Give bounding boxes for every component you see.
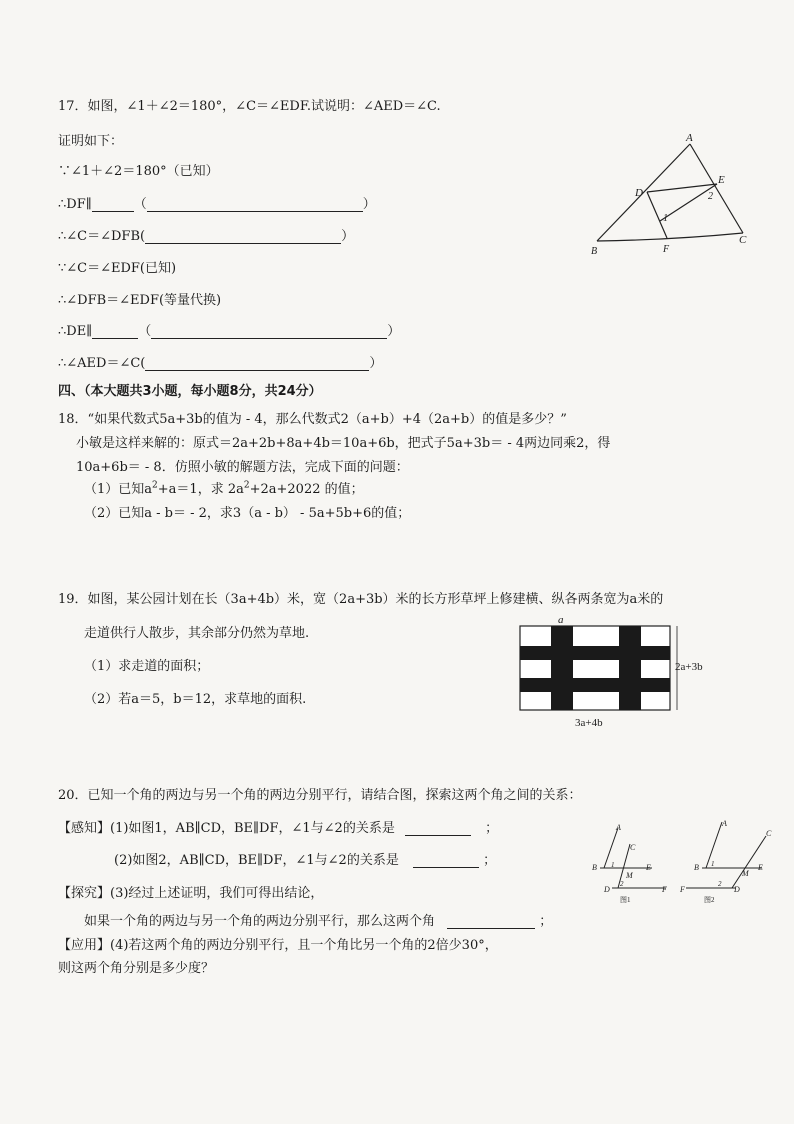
svg-text:F: F	[680, 885, 685, 894]
q20-tanjiu-blank[interactable]	[447, 916, 535, 929]
q20-figure-2	[680, 818, 780, 904]
q18-line-1: 18．“如果代数式5a+3b的值为 - 4，那么代数式2（a+b）+4（2a+b）的值是多少？”	[58, 412, 567, 427]
svg-text:B: B	[592, 863, 597, 872]
q17-step-6-blank[interactable]	[92, 326, 138, 339]
q17-label-a: A	[686, 132, 693, 144]
q19-line-2: 走道供行人散步，其余部分仍然为草地.	[84, 626, 310, 641]
q19-lawn-figure	[515, 612, 730, 734]
q18-sub-1-pre: （1）已知	[84, 482, 145, 497]
q17-step-6	[58, 320, 400, 339]
q20-ganzhi-1-text: 【感知】(1)如图1，AB∥CD，BE∥DF，∠1与∠2的关系是	[58, 821, 395, 836]
q20-tanjiu-2-semicolon: ；	[539, 914, 553, 929]
q18-sub-1-end: +2a+2022 的值；	[249, 482, 364, 497]
q19-label-width: 2a+3b	[675, 661, 703, 673]
q17-label-d: D	[635, 187, 643, 199]
q17-step-1: ∵∠1＋∠2＝180°（已知）	[58, 164, 219, 179]
q20-ganzhi-2-semicolon: ；	[483, 853, 497, 868]
q17-step-2-reason-blank[interactable]	[147, 199, 363, 212]
svg-text:C: C	[766, 829, 772, 838]
q18-sub-1	[84, 478, 364, 497]
q17-step-7	[58, 352, 382, 371]
q19-line-1: 19．如图，某公园计划在长（3a+4b）米，宽（2a+3b）米的长方形草坪上修建横、纵各两条宽为a米的	[58, 592, 664, 607]
q17-step-5: ∴∠DFB＝∠EDF(等量代换)	[58, 293, 222, 308]
q20-fig2-caption: 图2	[704, 896, 715, 904]
q19-sub-2: （2）若a＝5，b＝12，求草地的面积.	[84, 692, 307, 707]
q17-step-3-paren-close: ）	[341, 229, 355, 244]
q17-step-2	[58, 193, 376, 212]
q20-yingyong: 【应用】(4)若这两个角的两边分别平行，且一个角比另一个角的2倍少30°，	[58, 938, 498, 953]
q18-sub-1-expr: a	[144, 482, 153, 497]
q18-line-3: 10a+6b＝ - 8．仿照小敏的解题方法，完成下面的问题：	[76, 460, 409, 475]
q18-sub-1-exp: 2	[152, 480, 158, 491]
svg-text:F: F	[662, 885, 667, 894]
q17-stem: 17．如图，∠1＋∠2＝180°，∠C＝∠EDF.试说明：∠AED＝∠C.	[58, 99, 441, 114]
q17-step-6-paren: （	[138, 324, 152, 339]
q17-step-2-blank[interactable]	[92, 199, 134, 212]
q17-step-2-paren: （	[133, 197, 147, 212]
q17-step-6-reason-blank[interactable]	[151, 326, 387, 339]
q17-step-2-paren-close: ）	[362, 197, 376, 212]
q17-step-3-reason-blank[interactable]	[145, 231, 341, 244]
q20-tanjiu-2-text: 如果一个角的两边与另一个角的两边分别平行，那么这两个角	[84, 914, 436, 929]
q18-sub-1-mid: +a＝1，求 2a	[157, 482, 244, 497]
q19-sub-1: （1）求走道的面积；	[84, 659, 210, 674]
q17-proof-intro: 证明如下：	[58, 134, 124, 149]
svg-text:D: D	[604, 885, 610, 894]
q17-label-e: E	[718, 174, 725, 186]
svg-text:M: M	[742, 869, 749, 878]
q17-step-6-text: ∴DE∥	[58, 324, 93, 339]
svg-text:1: 1	[711, 860, 715, 868]
svg-text:E: E	[646, 863, 651, 872]
q17-label-c: C	[739, 234, 747, 246]
q17-step-2-text: ∴DF∥	[58, 197, 92, 212]
q20-ganzhi-1-semicolon: ；	[485, 821, 499, 836]
q20-ganzhi-2-text: (2)如图2，AB∥CD，BE∥DF，∠1与∠2的关系是	[114, 853, 399, 868]
q20-tanjiu: 【探究】(3)经过上述证明，我们可得出结论，	[58, 886, 324, 901]
q17-step-7-text: ∴∠AED＝∠C(	[58, 356, 146, 371]
q19-label-a: a	[558, 614, 564, 626]
q17-label-1: 1	[663, 213, 668, 224]
q20-ganzhi-1-blank[interactable]	[405, 823, 471, 836]
q17-label-2: 2	[708, 191, 713, 202]
q17-step-6-paren-close: ）	[387, 324, 401, 339]
q17-step-3	[58, 225, 354, 244]
q20-ganzhi-2-blank[interactable]	[413, 855, 479, 868]
q20-figure-1	[590, 818, 678, 904]
svg-text:1: 1	[611, 861, 615, 869]
q18-sub-2: （2）已知a - b＝ - 2，求3（a - b） - 5a+5b+6的值；	[84, 506, 411, 521]
svg-text:E: E	[758, 863, 763, 872]
q19-label-length: 3a+4b	[575, 717, 603, 729]
q17-step-3-text: ∴∠C＝∠DFB(	[58, 229, 146, 244]
svg-text:2: 2	[620, 880, 624, 888]
q20-yingyong-2: 则这两个角分别是多少度？	[58, 961, 215, 976]
q20-ganzhi-2	[114, 849, 496, 868]
svg-text:B: B	[694, 863, 699, 872]
q17-triangle-figure	[585, 128, 755, 260]
q20-fig1-caption: 图1	[620, 896, 631, 904]
svg-text:A: A	[616, 823, 621, 832]
svg-text:C: C	[630, 843, 636, 852]
svg-text:D: D	[734, 885, 740, 894]
section-4-heading: 四、（本大题共3小题，每小题8分，共24分）	[58, 384, 322, 399]
q18-sub-1-exp2: 2	[243, 480, 250, 491]
q20-stem: 20．已知一个角的两边与另一个角的两边分别平行，请结合图，探索这两个角之间的关系：	[58, 788, 582, 803]
q20-ganzhi-1	[58, 817, 498, 836]
q17-label-b: B	[591, 246, 598, 257]
svg-text:2: 2	[718, 880, 722, 888]
svg-text:M: M	[626, 871, 633, 880]
q17-step-7-reason-blank[interactable]	[145, 358, 369, 371]
q18-line-2: 小敏是这样来解的：原式＝2a+2b+8a+4b＝10a+6b，把式子5a+3b＝ - 4两边同乘2，得	[76, 436, 611, 451]
q17-step-4: ∵∠C＝∠EDF(已知)	[58, 261, 177, 276]
q20-tanjiu-2	[84, 910, 552, 929]
svg-text:A: A	[722, 819, 727, 828]
q17-step-7-paren-close: ）	[369, 356, 383, 371]
q17-label-f: F	[663, 244, 670, 255]
